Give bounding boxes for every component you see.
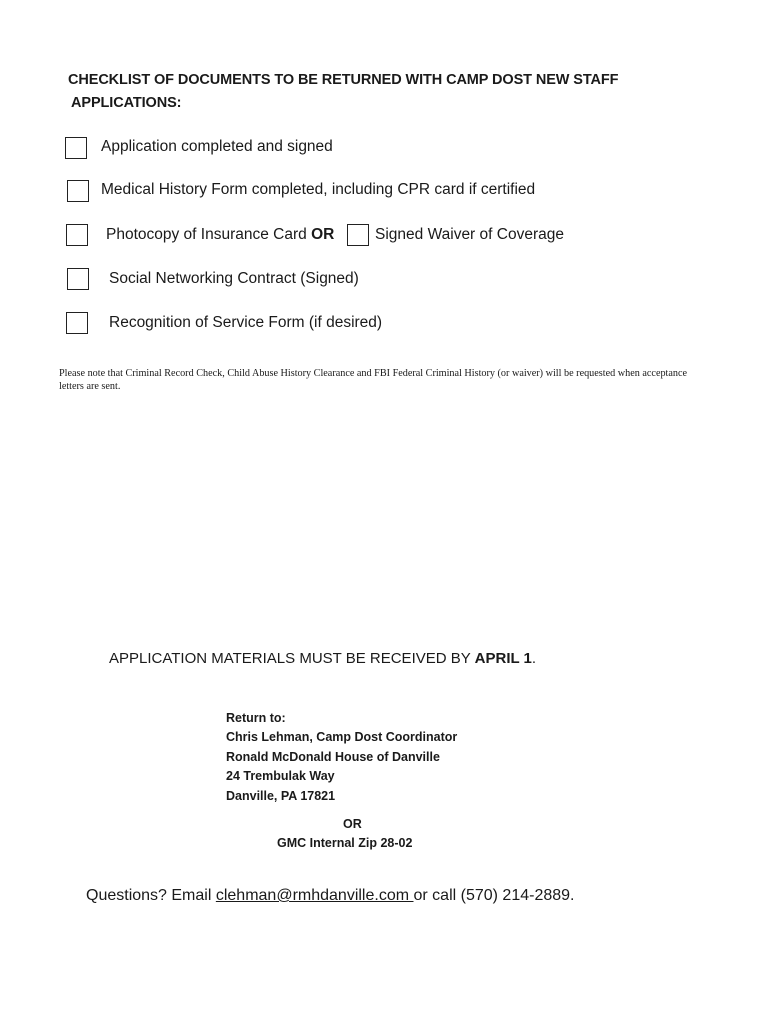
- checkbox-recognition[interactable]: [66, 312, 88, 334]
- checklist-item-insurance: [106, 225, 334, 245]
- deadline-statement: [109, 650, 536, 667]
- checkbox-application[interactable]: [65, 137, 87, 159]
- contact-prefix: Questions? Email: [86, 887, 216, 904]
- contact-suffix: or call (570) 214-2889.: [413, 887, 575, 904]
- checkbox-waiver[interactable]: [347, 224, 369, 246]
- checkbox-social-networking[interactable]: [67, 268, 89, 290]
- return-line-1: Chris Lehman, Camp Dost Coordinator: [226, 730, 458, 745]
- email-link[interactable]: clehman@rmhdanville.com: [215, 887, 414, 904]
- return-address: [226, 709, 457, 806]
- return-line-4: Danville, PA 17821: [226, 788, 336, 803]
- title-line-1: CHECKLIST OF DOCUMENTS TO BE RETURNED WITH CAMP DOST NEW STAFF: [68, 72, 619, 88]
- checklist-item-waiver: Signed Waiver of Coverage: [375, 226, 564, 243]
- checklist-item-recognition: Recognition of Service Form (if desired): [109, 314, 383, 331]
- checkbox-insurance-card[interactable]: [66, 224, 88, 246]
- checklist-item-medical-history: Medical History Form completed, including CPR card if certified: [101, 181, 536, 198]
- deadline-date: APRIL 1: [474, 650, 532, 667]
- insurance-card-label: Photocopy of Insurance Card: [106, 226, 312, 243]
- internal-zip: GMC Internal Zip 28-02: [277, 836, 413, 850]
- return-or: OR: [343, 817, 362, 831]
- checklist-item-application: Application completed and signed: [101, 138, 333, 155]
- title-line-2: APPLICATIONS:: [71, 95, 182, 111]
- deadline-end: .: [531, 650, 537, 667]
- return-line-2: Ronald McDonald House of Danville: [226, 749, 440, 764]
- contact-line: [86, 887, 574, 905]
- clearance-note: Please note that Criminal Record Check, Child Abuse History Clearance and FBI Federal Criminal History (or waiver) will be requested when acceptance letters are sent.: [59, 368, 688, 392]
- return-label: Return to:: [226, 711, 286, 725]
- page-title: [68, 69, 668, 115]
- checkbox-medical-history[interactable]: [67, 180, 89, 202]
- return-line-3: 24 Trembulak Way: [226, 769, 335, 784]
- deadline-text: APPLICATION MATERIALS MUST BE RECEIVED BY: [109, 650, 475, 667]
- or-label: OR: [311, 226, 335, 243]
- checklist-item-social-networking: Social Networking Contract (Signed): [109, 270, 359, 287]
